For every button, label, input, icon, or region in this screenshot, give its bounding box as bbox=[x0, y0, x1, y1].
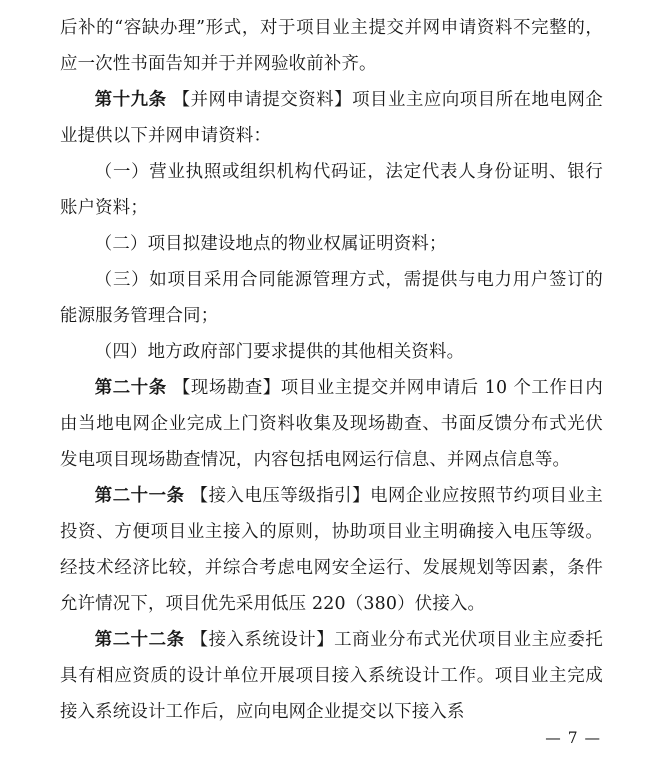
article-label-20: 第二十条 bbox=[94, 378, 167, 398]
paragraph-item-4 bbox=[60, 334, 603, 370]
article-label-22: 第二十二条 bbox=[94, 630, 185, 650]
paragraph-text: 【接入电压等级指引】电网企业应按照节约项目业主投资、方便项目业主接入的原则，协助项目业主明确接入电压等级。经技术经济比较，并综合考虑电网安全运行、发展规划等因素，条件允许情况下，项目优先采用低压 220（380）伏接入。 bbox=[60, 486, 603, 614]
paragraph-item-3 bbox=[60, 262, 603, 334]
paragraph-text: （三）如项目采用合同能源管理方式，需提供与电力用户签订的能源服务管理合同； bbox=[60, 270, 603, 326]
paragraph-text: （一）营业执照或组织机构代码证，法定代表人身份证明、银行账户资料； bbox=[60, 162, 603, 218]
paragraph-text: 【现场勘查】项目业主提交并网申请后 10 个工作日内由当地电网企业完成上门资料收集及现场勘查、书面反馈分布式光伏发电项目现场勘查情况，内容包括电网运行信息、并网点信息等。 bbox=[60, 378, 603, 470]
paragraph-item-1 bbox=[60, 154, 603, 226]
paragraph-article-21 bbox=[60, 478, 603, 622]
paragraph-text: 【接入系统设计】工商业分布式光伏项目业主应委托具有相应资质的设计单位开展项目接入系统设计工作。项目业主完成接入系统设计工作后，应向电网企业提交以下接入系 bbox=[60, 630, 603, 722]
page-number: — 7 — bbox=[545, 729, 601, 747]
article-label-19: 第十九条 bbox=[94, 90, 167, 110]
paragraph-continuation bbox=[60, 10, 603, 82]
paragraph-article-20 bbox=[60, 370, 603, 478]
paragraph-item-2 bbox=[60, 226, 603, 262]
article-label-21: 第二十一条 bbox=[94, 486, 185, 506]
paragraph-text: （四）地方政府部门要求提供的其他相关资料。 bbox=[94, 342, 465, 362]
paragraph-text: （二）项目拟建设地点的物业权属证明资料； bbox=[94, 234, 447, 254]
paragraph-text: 后补的“容缺办理”形式，对于项目业主提交并网申请资料不完整的，应一次性书面告知并于并网验收前补齐。 bbox=[60, 18, 603, 74]
paragraph-article-22 bbox=[60, 622, 603, 730]
paragraph-article-19 bbox=[60, 82, 603, 154]
paragraph-text: 【并网申请提交资料】项目业主应向项目所在地电网企业提供以下并网申请资料： bbox=[60, 90, 603, 146]
